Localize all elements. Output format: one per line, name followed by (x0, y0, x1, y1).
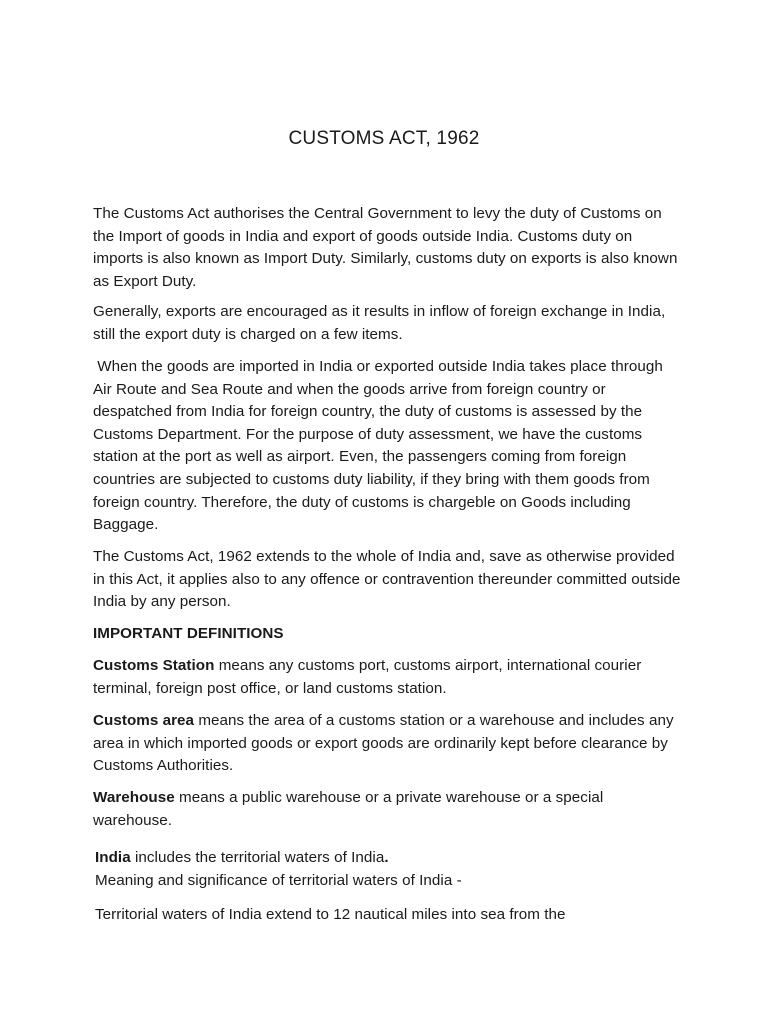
document-title: CUSTOMS ACT, 1962 (288, 128, 480, 149)
territorial-waters-subline: Meaning and significance of territorial waters of India - (95, 871, 462, 889)
definitions-heading: IMPORTANT DEFINITIONS (93, 625, 284, 642)
paragraph-duty-assessment (93, 356, 683, 537)
definition-india-line (95, 847, 685, 870)
paragraph-duty-assessment-text: When the goods are imported in India or exported outside India takes place through Air Route and Sea Route and when the goods arrive from foreign country or despatched from India for foreign country, the duty of customs is assessed by the Customs Department. For the purpose of duty assessment, we have the customs station at the port as well as airport. Even, the passengers coming from foreign countries are subjected to customs duty liability, if they bring with them goods from foreign country. Therefore, the duty of customs is chargeble on Goods including Baggage. (93, 358, 663, 534)
paragraph-extent: The Customs Act, 1962 extends to the whole of India and, save as otherwise provided in this Act, it applies also to any offence or contravention thereunder committed outside India by any person. (93, 548, 681, 611)
definition-term: India (95, 849, 131, 866)
paragraph-territorial-waters: Territorial waters of India extend to 12 nautical miles into sea from the (95, 906, 566, 923)
definition-customs-station (93, 655, 683, 700)
definition-text: includes the territorial waters of India (130, 849, 385, 866)
definition-term: Warehouse (93, 789, 175, 806)
definition-period: . (384, 849, 389, 866)
definition-warehouse (93, 787, 683, 832)
definition-text: means any customs port, customs airport, international courier terminal, foreign post office, or land customs station. (93, 657, 642, 697)
definition-term: Customs area (93, 712, 195, 729)
definition-customs-area (93, 710, 683, 778)
definition-text: means a public warehouse or a private warehouse or a special warehouse. (93, 789, 604, 829)
definition-india (95, 847, 685, 892)
paragraph-exports: Generally, exports are encouraged as it results in inflow of foreign exchange in India, still the export duty is charged on a few items. (93, 303, 666, 343)
definition-text: means the area of a customs station or a warehouse and includes any area in which imported goods or export goods are ordinarily kept before clearance by Customs Authorities. (93, 712, 674, 775)
definition-term: Customs Station (93, 657, 215, 674)
paragraph-intro: The Customs Act authorises the Central Government to levy the duty of Customs on the Import of goods in India and export of goods outside India. Customs duty on imports is also known as Import Duty. Similarly, customs duty on exports is also known as Export Duty. (93, 205, 678, 290)
